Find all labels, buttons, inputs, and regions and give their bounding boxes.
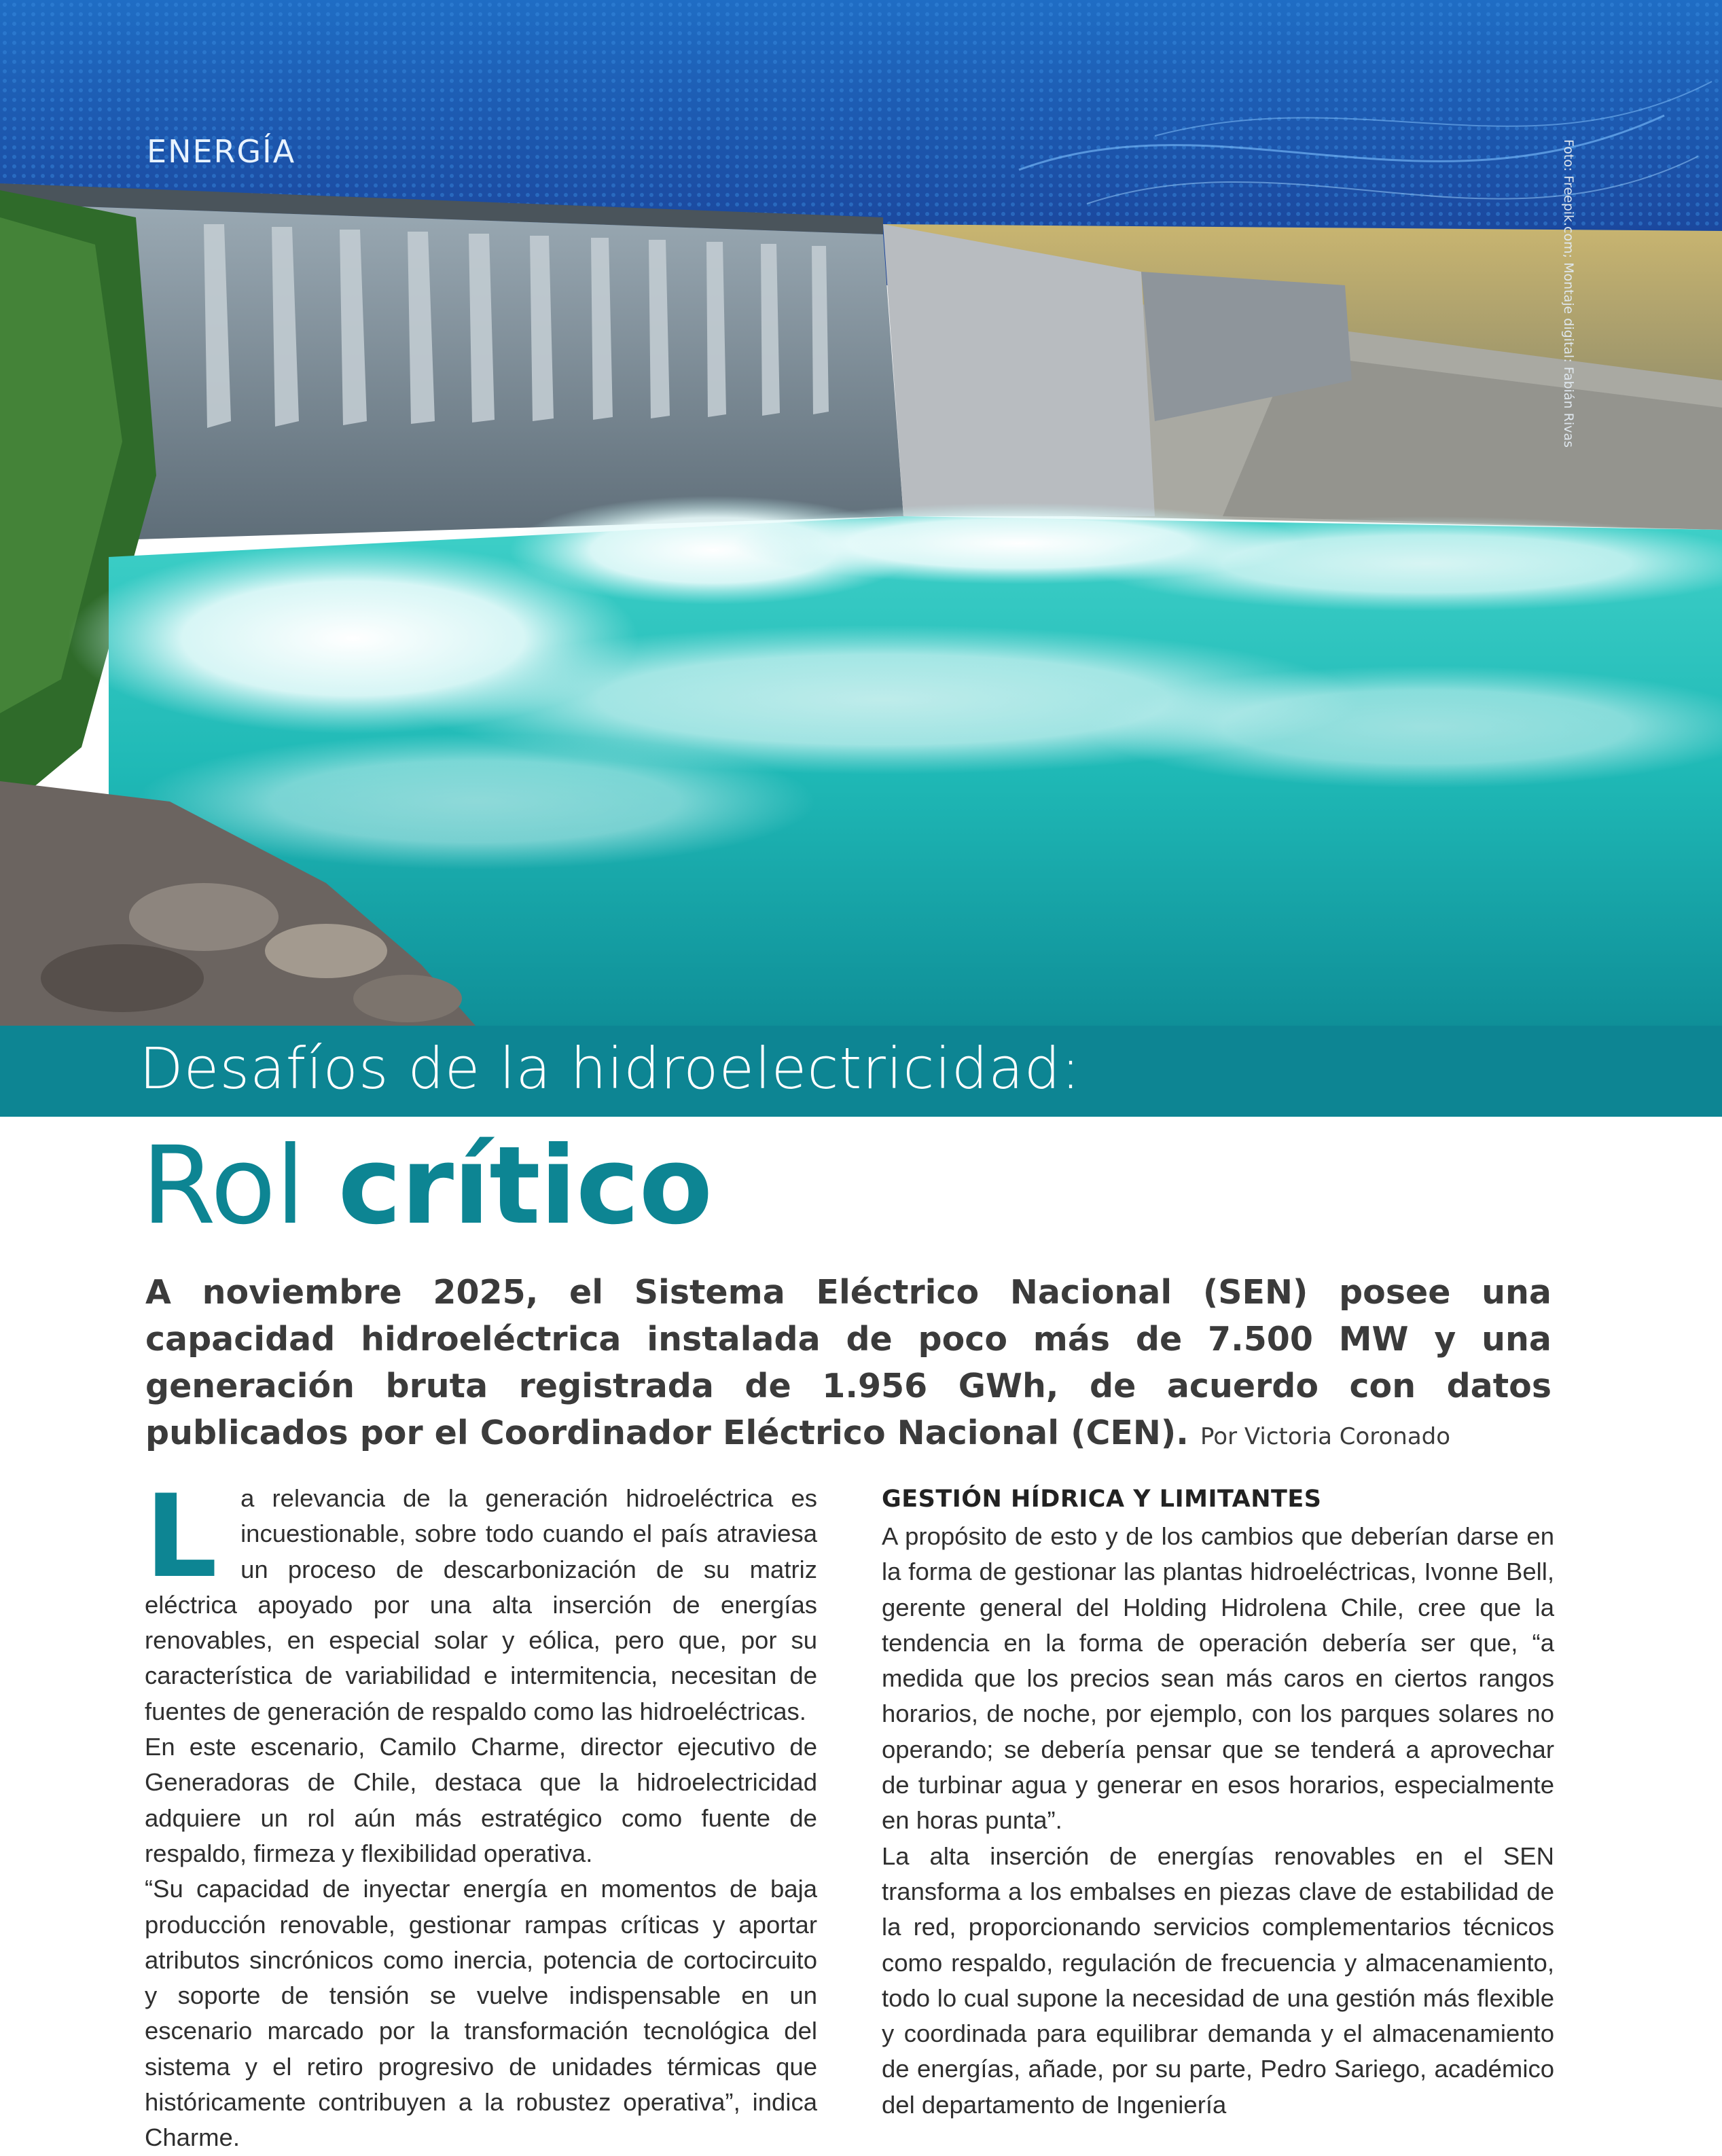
title-band [0,1026,1722,1117]
band-title: Desafíos de la hidroelectricidad: [139,1035,1081,1102]
dropcap: L [145,1470,218,1603]
hero-photo [0,0,1722,1026]
left-paragraph-3: “Su capacidad de inyectar energía en momentos de baja producción renovable, gestionar rampas críticas y aportar atributos sincrónicos como inercia, potencia de cortocircuito y soporte de tensión se vuelve indispensable en un escenario marcado por la transformación tecnológica del sistema y el retiro progresivo de unidades térmicas que históricamente contribuyen a la robustez operativa”, indica Charme. [145,1875,817,2152]
byline: Por Victoria Coronado [1200,1423,1451,1450]
lead-text: A noviembre 2025, el Sistema Eléctrico Nacional (SEN) posee una capacidad hidroeléctrica instalada de poco más de 7.500 MW y una generación bruta registrada de 1.956 GWh, de acuerdo con datos publicados por el Coordinador Eléctrico Nacional (CEN). [145,1273,1551,1452]
right-paragraph-2: La alta inserción de energías renovables en el SEN transforma a los embalses en piezas clave de estabilidad de la red, proporcionando servicios complementarios técnicos como respaldo, regulación de frecuencia y almacenamiento, todo lo cual supone la necesidad de una gestión más flexible y coordinada para equilibrar demanda y el almacenamiento de energías, añade, por su parte, Pedro Sariego, académico del departamento de Ingeniería [882,1841,1554,2119]
section-tag: ENERGÍA [147,133,296,170]
headline-light: Rol [141,1124,305,1248]
headline-bold: crítico [338,1124,713,1248]
lead-paragraph [145,1269,1551,1460]
left-paragraph-1 [145,1470,817,1729]
left-paragraph-2: En este escenario, Camilo Charme, director ejecutivo de Generadoras de Chile, destaca que la hidroelectricidad adquiere un rol aún más estratégico como fuente de respaldo, firmeza y flexibilidad operativa. [145,1733,817,1867]
subheading: GESTIÓN HÍDRICA Y LIMITANTES [882,1486,1322,1513]
right-paragraph-1: A propósito de esto y de los cambios que deberían darse en la forma de gestionar las plantas hidroeléctricas, Ivonne Bell, gerente general del Holding Hidrolena Chile, cree que la tendencia en la forma de operación debería ser que, “a medida que los precios sean más caros en ciertos rangos horarios, de noche, por ejemplo, con los parques solares no operando; se debería pensar que se tenderá a aprovechar de turbinar agua y generar en esos horarios, especialmente en horas punta”. [882,1522,1554,1835]
left-column [145,1470,817,2156]
right-column [882,1481,1554,2123]
photo-credit: Foto: Freepik.com; Montaje digital: Fabián Rivas [1561,139,1576,448]
headline [141,1124,713,1248]
left-p1-text: a relevancia de la generación hidroeléctrica es incuestionable, sobre todo cuando el país atraviesa un proceso de descarbonización de su matriz eléctrica apoyado por una alta inserción de energías renovables, en especial solar y eólica, pero que, por su característica de variabilidad e intermitencia, necesitan de fuentes de generación de respaldo como las hidroeléctricas. [145,1484,817,1725]
